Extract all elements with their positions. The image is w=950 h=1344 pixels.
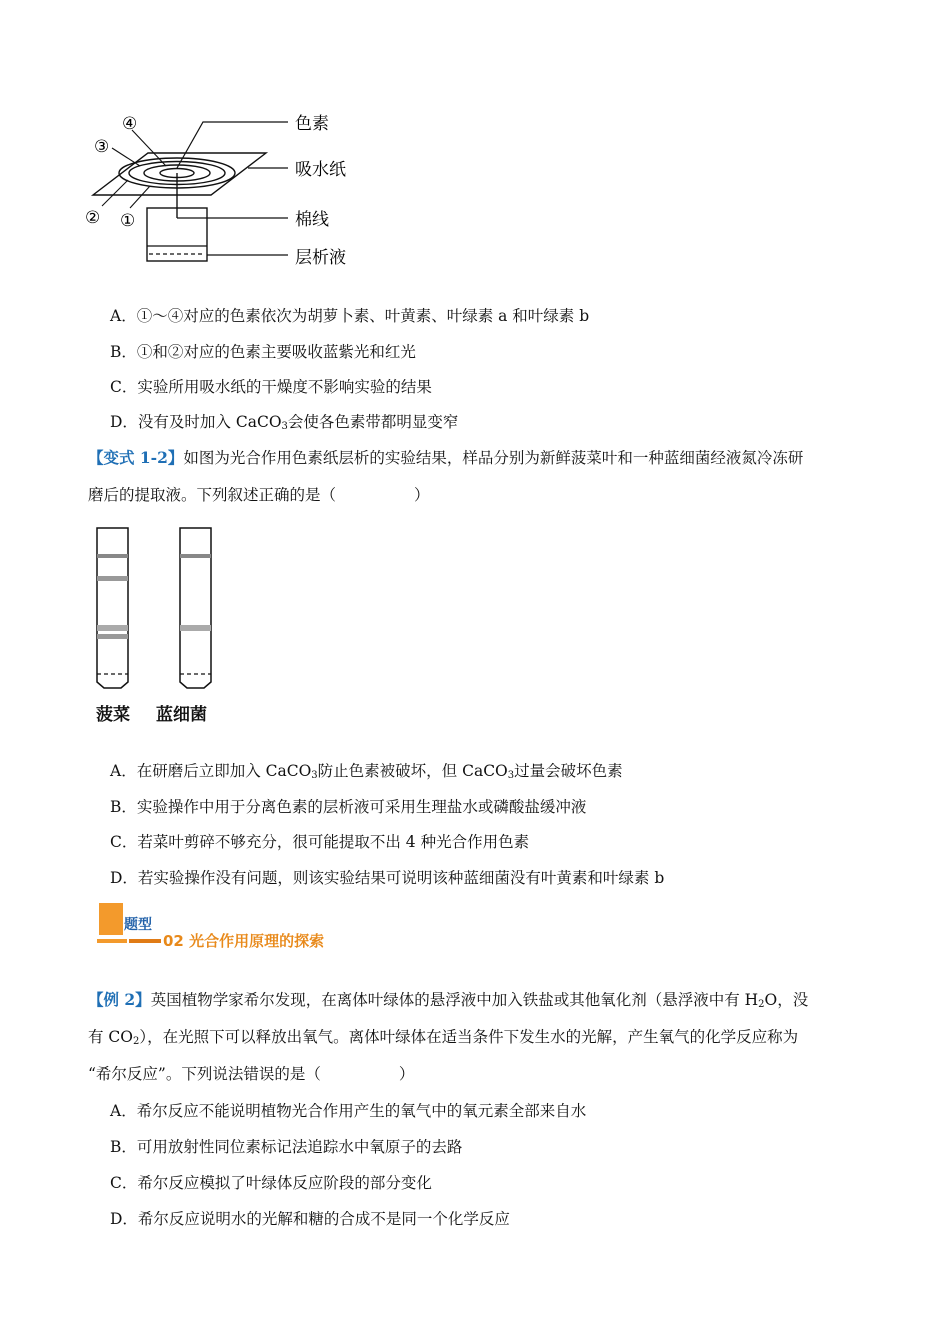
section-title: 02 光合作用原理的探索 bbox=[163, 932, 325, 950]
q1-option-b: B．①和②对应的色素主要吸收蓝紫光和红光 bbox=[110, 343, 416, 361]
solvent-label: 层析液 bbox=[295, 248, 346, 268]
apparatus-drawing bbox=[80, 108, 380, 273]
spinach-band-4 bbox=[97, 634, 128, 639]
q3-option-d: D．希尔反应说明水的光解和糖的合成不是同一个化学反应 bbox=[110, 1210, 510, 1228]
q2-option-a: A．在研磨后立即加入 CaCO$_3$防止色素被破坏，但 CaCO$_3$过量会破坏色素 bbox=[110, 762, 623, 781]
q3-option-c: C．希尔反应模拟了叶绿体反应阶段的部分变化 bbox=[110, 1174, 432, 1192]
section-header bbox=[97, 903, 377, 950]
spinach-band-3 bbox=[97, 625, 128, 631]
spinach-band-1 bbox=[97, 554, 128, 558]
ring-2-label: ② bbox=[85, 208, 101, 228]
q2-option-d: D．若实验操作没有问题，则该实验结果可说明该种蓝细菌没有叶黄素和叶绿素 b bbox=[110, 869, 665, 887]
ring-1-label: ① bbox=[120, 211, 136, 231]
cyanobacteria-strip bbox=[180, 528, 211, 688]
q2-option-b: B．实验操作中用于分离色素的层析液可采用生理盐水或磷酸盐缓冲液 bbox=[110, 798, 587, 816]
q3-option-b: B．可用放射性同位素标记法追踪水中氧原子的去路 bbox=[110, 1138, 463, 1156]
section-badge: 题型 bbox=[124, 917, 152, 933]
variant-question-line2: 磨后的提取液。下列叙述正确的是（ ） bbox=[88, 486, 430, 504]
thread-label: 棉线 bbox=[295, 210, 329, 230]
q1-option-d: D．没有及时加入 CaCO$_3$会使各色素带都明显变窄 bbox=[110, 413, 459, 432]
example2-question: 【例 2】英国植物学家希尔发现，在离体叶绿体的悬浮液中加入铁盐或其他氧化剂（悬浮液中有 $H_2O$，没 bbox=[88, 990, 809, 1010]
q2-option-c: C．若菜叶剪碎不够充分，很可能提取不出 4 种光合作用色素 bbox=[110, 833, 530, 851]
section-badge-block bbox=[99, 903, 123, 935]
pigment-label: 色素 bbox=[295, 114, 329, 134]
strips-drawing bbox=[88, 524, 238, 694]
spinach-band-2 bbox=[97, 576, 128, 581]
variant-question: 【变式 1-2】如图为光合作用色素纸层析的实验结果，样品分别为新鲜菠菜叶和一种蓝细菌经液氮冷冻研 bbox=[88, 448, 804, 467]
example2-line2: 有 $CO_2$），在光照下可以释放出氧气。离体叶绿体在适当条件下发生水的光解，产生氧气的化学反应称为 bbox=[88, 1028, 799, 1047]
ring-4-label: ④ bbox=[122, 114, 138, 134]
cyanobacteria-band-1 bbox=[180, 554, 211, 558]
q1-option-c: C．实验所用吸水纸的干燥度不影响实验的结果 bbox=[110, 378, 432, 396]
cyanobacteria-label: 蓝细菌 bbox=[156, 705, 207, 725]
chromatography-strips-figure bbox=[88, 524, 238, 724]
example2-line3: “希尔反应”。下列说法错误的是（ ） bbox=[88, 1065, 415, 1083]
q1-option-a: A．①～④对应的色素依次为胡萝卜素、叶黄素、叶绿素 a 和叶绿素 b bbox=[110, 307, 590, 325]
chromatography-apparatus-figure bbox=[80, 108, 380, 273]
q3-option-a: A．希尔反应不能说明植物光合作用产生的氧气中的氧元素全部来自水 bbox=[110, 1102, 587, 1120]
example2-tag: 【例 2】 bbox=[88, 990, 151, 1009]
paper-label: 吸水纸 bbox=[295, 160, 346, 180]
ring-3-label: ③ bbox=[94, 137, 110, 157]
spinach-label: 菠菜 bbox=[96, 705, 130, 725]
spinach-strip bbox=[97, 528, 128, 688]
variant-tag: 【变式 1-2】 bbox=[88, 448, 184, 467]
cyanobacteria-band-2 bbox=[180, 625, 211, 631]
